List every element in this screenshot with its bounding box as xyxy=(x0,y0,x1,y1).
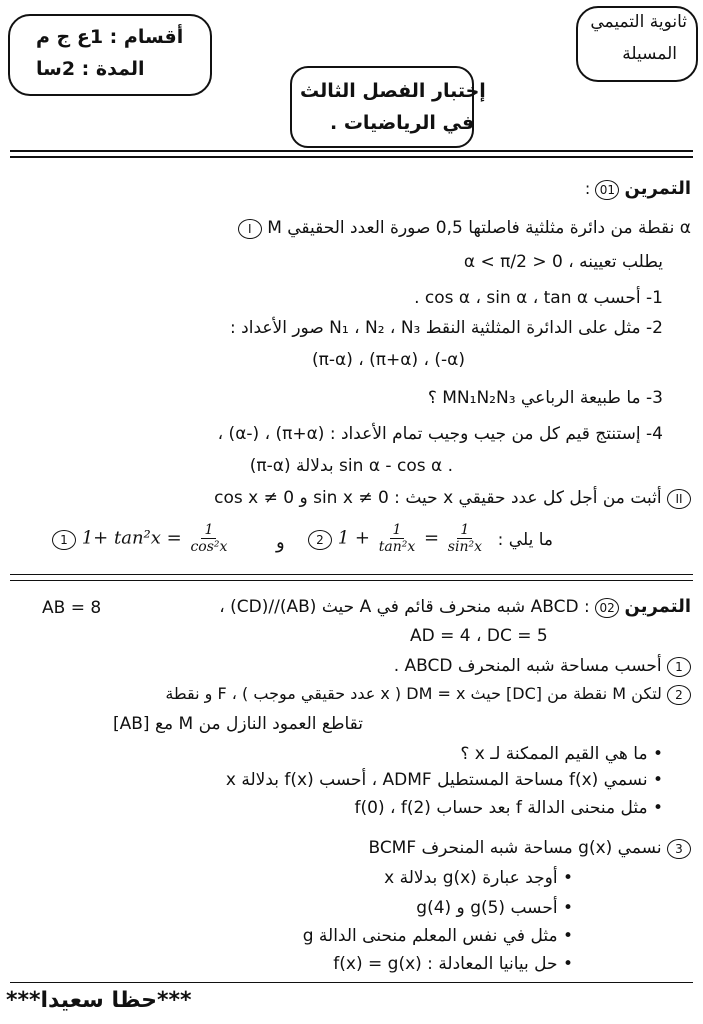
ex1-title: التمرين xyxy=(624,178,691,199)
ex1-q4-cont: (π-α) بدلالة sin α - cos α . xyxy=(249,456,453,476)
ex2-q3-bullet2: • أحسب g(5) و g(4) xyxy=(416,898,573,918)
ex2-heading-line xyxy=(219,596,691,618)
ex2-number: 02 xyxy=(595,598,619,618)
ex2-q2-bullet3: • مثل منحنى الدالة f بعد حساب f(0) ، f(2) xyxy=(354,798,663,818)
ex2-ab-value: AB = 8 xyxy=(42,598,102,618)
duration-label: المدة : 2سا xyxy=(36,58,145,80)
ex2-q2-bullet2: • نسمي f(x) مساحة المستطيل ADMF ، أحسب f(x) بدلالة x xyxy=(225,770,663,790)
footer-divider xyxy=(10,982,693,983)
title-box xyxy=(290,66,474,148)
ex2-q2: 2 لتكن M نقطة من [DC] حيث DM = x ( x عدد حقيقي موجب ) ، F و نقطة xyxy=(165,684,691,705)
ex2-q2-bullet1: • ما هي القيم الممكنة لـ x ؟ xyxy=(460,744,663,764)
ex2-q3-number: 3 xyxy=(667,839,691,859)
part2-number: II xyxy=(667,489,691,509)
ex2-q3-bullet1: • أوجد عبارة g(x) بدلالة x xyxy=(384,868,573,888)
eq1-fraction: $\frac{1}{\text{cos²x}}$ xyxy=(190,522,228,555)
ex1-q3: 3- ما طبيعة الرباعي MN₁N₂N₃ ؟ xyxy=(427,388,663,408)
ex1-divider xyxy=(10,574,693,575)
eq1-number: 1 xyxy=(52,530,76,550)
exam-subject: في الرياضيات . xyxy=(330,112,475,134)
ex1-part1-line2: يطلب تعيينه ، 0 < α < π/2 xyxy=(463,252,663,272)
ex2-q2-number: 2 xyxy=(667,685,691,705)
ex1-identity-1 xyxy=(52,522,230,555)
ex2-ad-dc-values: AD = 4 ، DC = 5 xyxy=(410,626,548,646)
ex1-q2: 2- مثل على الدائرة المثلثية النقط N₁ ، N₂ ، N₃ صور الأعداد : xyxy=(230,318,663,338)
ex2-q3-bullet3: • مثل في نفس المعلم منحنى الدالة g xyxy=(302,926,573,946)
class-label: أقسام : 1ع ج م xyxy=(36,26,184,48)
ex2-q3: 3 نسمي g(x) مساحة شبه المنحرف BCMF xyxy=(368,838,691,859)
eq2-number: 2 xyxy=(308,530,332,550)
ex2-q2-cont: تقاطع العمود النازل من M مع [AB] xyxy=(112,714,363,734)
header-divider xyxy=(10,150,693,152)
ex2-q1-number: 1 xyxy=(667,657,691,677)
ex2-q1: 1 أحسب مساحة شبه المنحرف ABCD . xyxy=(394,656,691,677)
ex1-divider-2 xyxy=(10,580,693,581)
ex1-heading: التمرين 01 : xyxy=(584,178,691,199)
ex1-identity-2: 2 1 + $\frac{1}{\text{tan²x}}$ = $\frac{1}{\text{sin²x}}$ xyxy=(308,522,485,555)
part2-text: أثبت من أجل كل عدد حقيقي x حيث : sin x ≠ 0 و cos x ≠ 0 xyxy=(214,488,662,508)
school-name: ثانوية التميمي xyxy=(590,12,687,32)
ex1-q1: 1- أحسب cos α ، sin α ، tan α . xyxy=(414,288,663,308)
part1-number: I xyxy=(238,219,262,239)
ex2-title: التمرين xyxy=(624,596,691,617)
part1-text: M نقطة من دائرة مثلثية فاصلتها 0,5 صورة العدد الحقيقي α xyxy=(267,218,691,238)
ex1-q4: 4- إستنتج قيم كل من جيب وجيب تمام الأعداد : (π+α) ، (-α) ، xyxy=(217,424,663,444)
ex1-part2-line xyxy=(214,488,691,509)
school-city: المسيلة xyxy=(622,44,677,64)
signature: ***حظا سعيدا*** xyxy=(6,988,192,1013)
exam-title: إختبار الفصل الثالث xyxy=(300,80,486,102)
eq2-fraction-2: $\frac{1}{\text{sin²x}}$ xyxy=(447,522,482,555)
eq1-lhs: 1+ tan²x = xyxy=(81,527,182,549)
ex2-statement: : ABCD شبه منحرف قائم في A حيث (AB)//(CD) ، xyxy=(219,597,590,617)
eq2-fraction-1: $\frac{1}{\text{tan²x}}$ xyxy=(378,522,416,555)
ex1-number: 01 xyxy=(595,180,619,200)
ex1-part2-intro: ما يلي : xyxy=(497,530,553,550)
ex1-part1-line1 xyxy=(238,218,691,239)
and-word: و xyxy=(276,532,285,553)
ex2-q3-bullet4: • حل بيانيا المعادلة : f(x) = g(x) xyxy=(333,954,573,974)
header-divider-2 xyxy=(10,156,693,158)
ex1-q2-values: (π-α) ، (π+α) ، (-α) xyxy=(312,350,465,370)
